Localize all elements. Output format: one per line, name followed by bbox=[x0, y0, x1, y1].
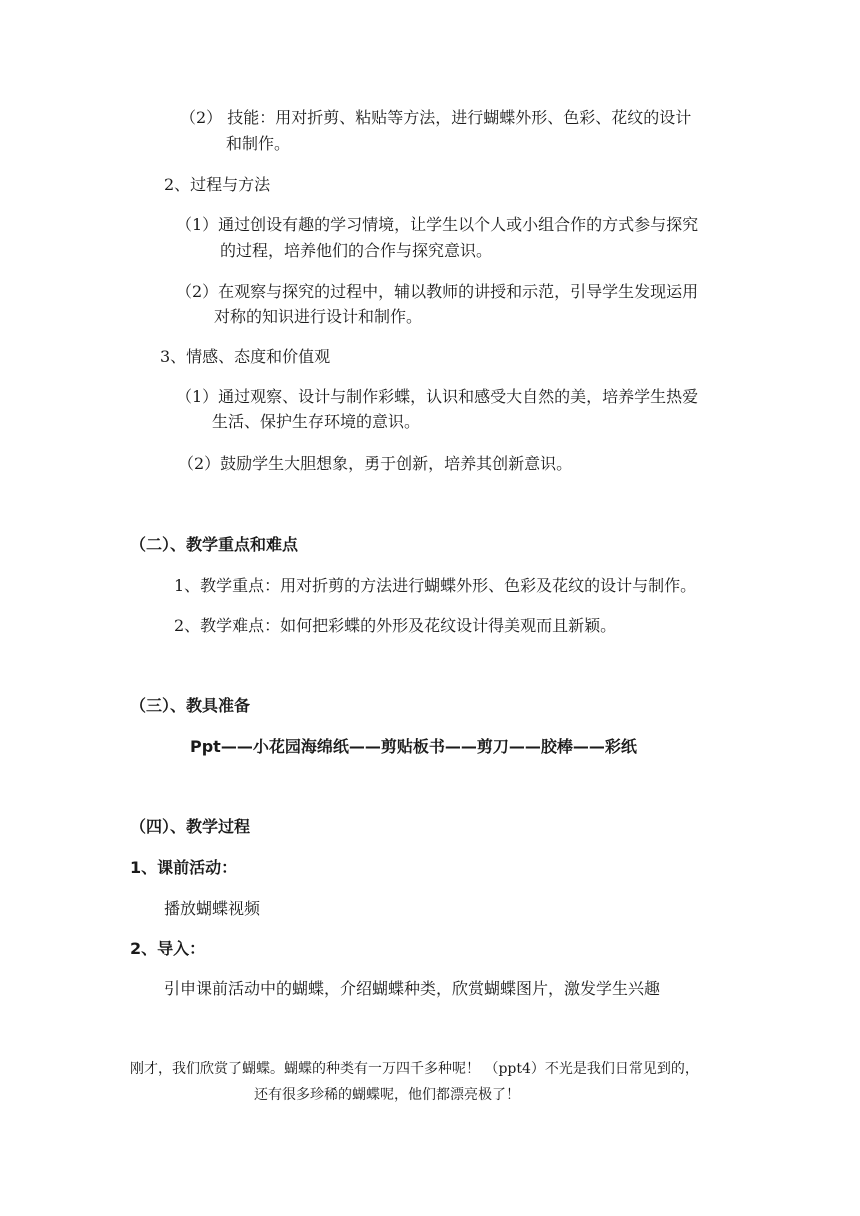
materials-list: Ppt——小花园海绵纸——剪贴板书——剪刀——胶棒——彩纸 bbox=[190, 737, 637, 756]
skill-line-cont: 和制作。 bbox=[226, 134, 291, 153]
difficult-point-line: 2、教学难点：如何把彩蝶的外形及花纹设计得美观而且新颖。 bbox=[174, 616, 617, 635]
narration-line: 刚才，我们欣赏了蝴蝶。蝴蝶的种类有一万四千多种呢！ （ppt4）不光是我们日常见到的， bbox=[130, 1061, 699, 1077]
process-item-1-cont: 的过程，培养他们的合作与探究意识。 bbox=[220, 241, 493, 260]
key-point-line: 1、教学重点：用对折剪的方法进行蝴蝶外形、色彩及花纹的设计与制作。 bbox=[174, 576, 697, 595]
skill-line: （2） 技能：用对折剪、粘贴等方法，进行蝴蝶外形、色彩、花纹的设计 bbox=[180, 108, 692, 127]
heading-materials: （三）、教具准备 bbox=[130, 696, 251, 715]
emotion-item-1: （1）通过观察、设计与制作彩蝶，认识和感受大自然的美，培养学生热爱 bbox=[176, 387, 699, 406]
process-item-2: （2）在观察与探究的过程中，辅以教师的讲授和示范，引导学生发现运用 bbox=[176, 282, 699, 301]
emotion-item-2: （2）鼓励学生大胆想象，勇于创新，培养其创新意识。 bbox=[178, 454, 573, 473]
heading-intro: 2、导入： bbox=[130, 939, 206, 958]
section-emotion: 3、情感、态度和价值观 bbox=[160, 347, 331, 366]
pre-activity-text: 播放蝴蝶视频 bbox=[164, 899, 261, 918]
section-process-method: 2、过程与方法 bbox=[164, 175, 271, 194]
narration-line-cont: 还有很多珍稀的蝴蝶呢，他们都漂亮极了！ bbox=[254, 1087, 520, 1103]
emotion-item-1-cont: 生活、保护生存环境的意识。 bbox=[212, 412, 421, 431]
heading-process: （四）、教学过程 bbox=[130, 817, 251, 836]
intro-text: 引申课前活动中的蝴蝶，介绍蝴蝶种类，欣赏蝴蝶图片，激发学生兴趣 bbox=[164, 979, 661, 998]
heading-key-points: （二）、教学重点和难点 bbox=[130, 535, 299, 554]
process-item-2-cont: 对称的知识进行设计和制作。 bbox=[214, 307, 423, 326]
heading-pre-activity: 1、课前活动： bbox=[130, 858, 238, 877]
process-item-1: （1）通过创设有趣的学习情境，让学生以个人或小组合作的方式参与探究 bbox=[176, 215, 699, 234]
